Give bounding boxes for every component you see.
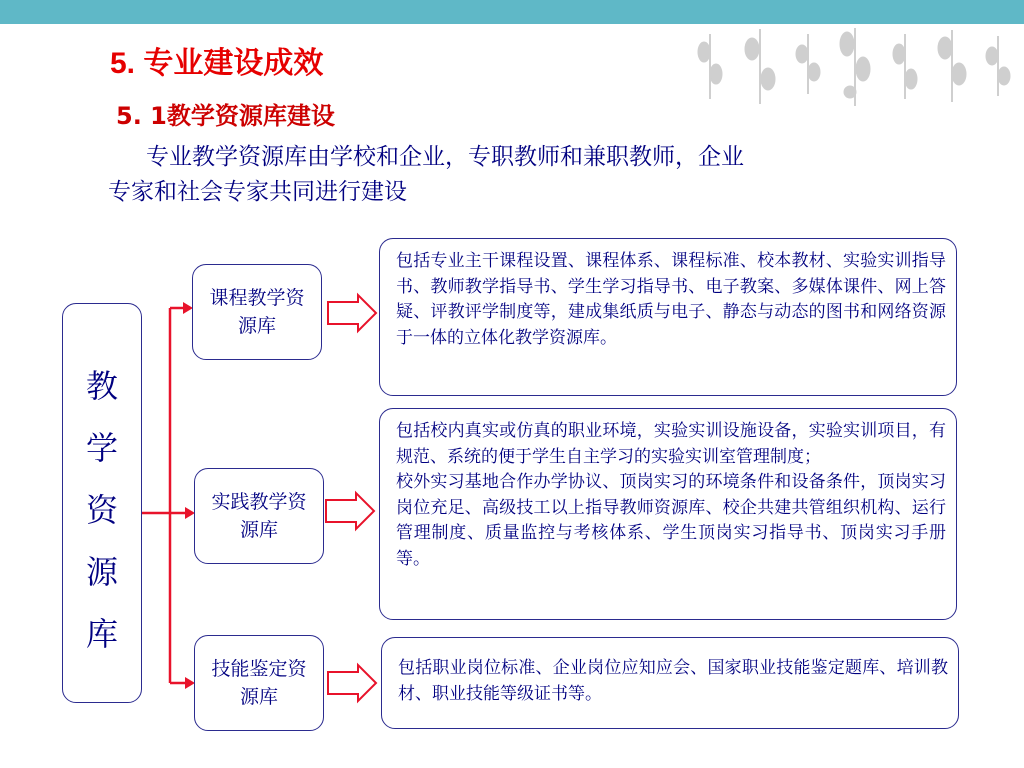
description-box-course — [379, 238, 957, 396]
category-label: 实践教学资源库 — [211, 491, 307, 541]
root-node — [62, 303, 142, 703]
description-text: 包括专业主干课程设置、课程体系、课程标准、校本教材、实验实训指导书、教师教学指导书、学生学习指导书、电子教案、多媒体课件、网上答疑、评教评学制度等，建成集纸质与电子、静态与动态的图书和网络资源于一体的立体化教学资源库。 — [396, 251, 946, 348]
root-char: 库 — [85, 615, 118, 653]
root-char: 资 — [85, 491, 118, 529]
category-label: 技能鉴定资源库 — [211, 658, 307, 708]
description-text: 包括校内真实或仿真的职业环境，实验实训设施设备，实验实训项目，有规范、系统的便于学生自主学习的实验实训室管理制度； — [396, 421, 946, 467]
description-box-skill — [381, 637, 959, 729]
root-char: 教 — [85, 367, 118, 405]
category-node-course — [192, 264, 322, 360]
hollow-arrow-1-icon — [328, 295, 376, 331]
page-title: 5. 专业建设成效 — [110, 47, 324, 80]
intro-line-1: 专业教学资源库由学校和企业，专职教师和兼职教师，企业 — [146, 144, 744, 170]
category-node-skill — [194, 635, 324, 731]
description-box-practice — [379, 408, 957, 620]
root-char: 学 — [85, 429, 118, 467]
description-text: 包括职业岗位标准、企业岗位应知应会、国家职业技能鉴定题库、培训教材、职业技能等级证书等。 — [398, 658, 948, 704]
category-node-practice — [194, 468, 324, 564]
description-text: 校外实习基地合作办学协议、顶岗实习的环境条件和设备条件，顶岗实习岗位充足、高级技工以上指导教师资源库、校企共建共管组织机构、运行管理制度、质量监控与考核体系、学生顶岗实习指导书、顶岗实习手册等。 — [396, 472, 946, 569]
root-char: 源 — [85, 553, 118, 591]
intro-line-2: 专家和社会专家共同进行建设 — [108, 179, 407, 205]
section-subtitle: 5. 1教学资源库建设 — [116, 102, 335, 130]
hollow-arrow-3-icon — [328, 665, 376, 701]
hollow-arrow-2-icon — [326, 493, 374, 529]
category-label: 课程教学资源库 — [209, 287, 305, 337]
